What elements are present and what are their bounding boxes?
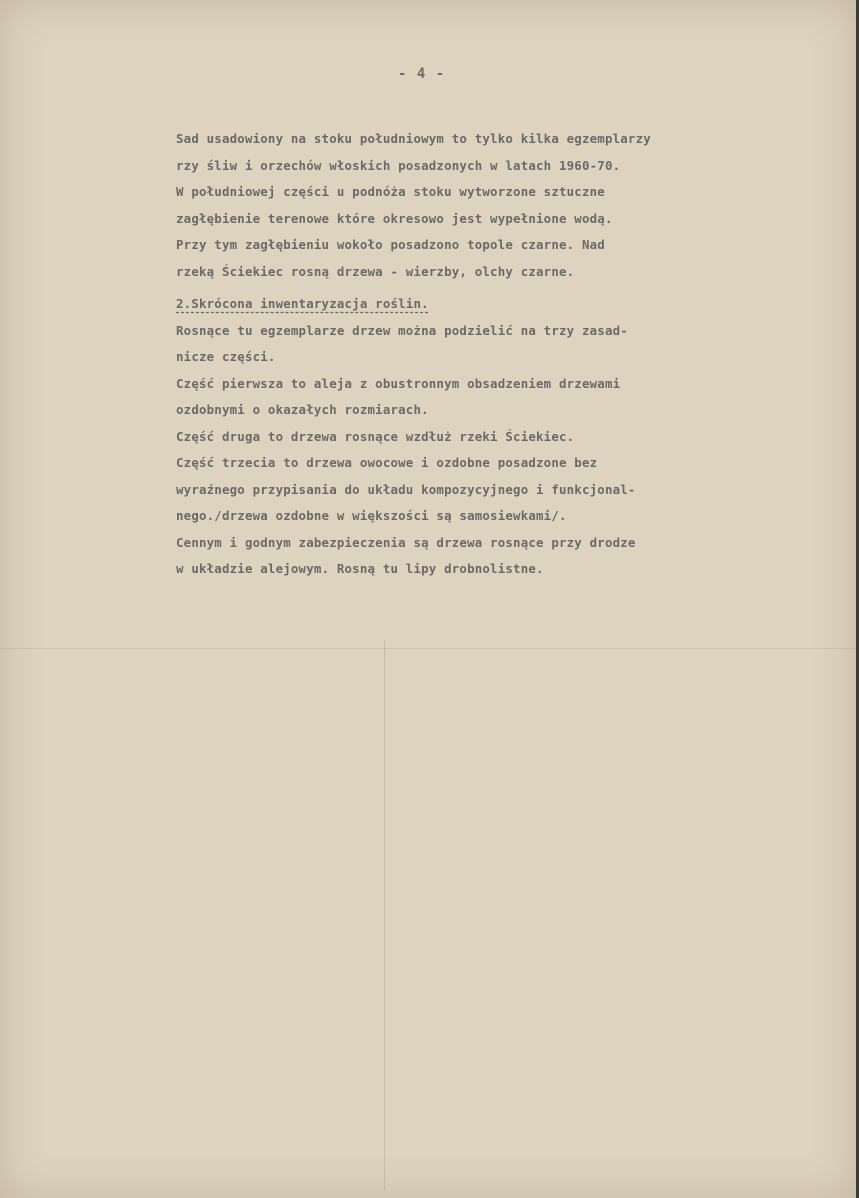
text-line: nego./drzewa ozdobne w większości są samosiewkami/. — [176, 508, 567, 523]
text-line: Rosnące tu egzemplarze drzew można podzielić na trzy zasad- — [176, 322, 628, 338]
page-number: - 4 - — [398, 66, 446, 82]
text-line: w układzie alejowym. Rosną tu lipy drobnolistne. — [176, 561, 544, 576]
section-heading: 2.Skrócona inwentaryzacja roślin. — [176, 296, 429, 311]
text-line: zagłębienie terenowe które okresowo jest wypełnione wodą. — [176, 210, 613, 226]
text-line: rzeką Ściekiec rosną drzewa - wierzby, olchy czarne. — [176, 263, 575, 279]
text-line: wyraźnego przypisania do układu kompozycyjnego i funkcjonal- — [176, 481, 636, 497]
text-line: Przy tym zagłębieniu wokoło posadzono topole czarne. Nad — [176, 237, 605, 252]
paper-crease-vertical — [384, 640, 385, 1190]
text-line: Sad usadowiony na stoku południowym to tylko kilka egzemplarzy — [176, 131, 651, 146]
text-line: W południowej części u podnóża stoku wytworzone sztuczne — [176, 184, 605, 199]
text-line: Część druga to drzewa rosnące wzdłuż rzeki Ściekiec. — [176, 428, 575, 444]
text-line: rzy śliw i orzechów włoskich posadzonych w latach 1960-70. — [176, 157, 621, 173]
paper-crease-horizontal — [0, 648, 856, 649]
text-line: Część trzecia to drzewa owocowe i ozdobne posadzone bez — [176, 455, 598, 470]
text-line: Część pierwsza to aleja z obustronnym obsadzeniem drzewami — [176, 375, 621, 391]
text-line: nicze części. — [176, 349, 276, 364]
text-line: ozdobnymi o okazałych rozmiarach. — [176, 402, 429, 417]
document-body — [176, 126, 816, 583]
text-line: Cennym i godnym zabezpieczenia są drzewa rosnące przy drodze — [176, 534, 636, 550]
